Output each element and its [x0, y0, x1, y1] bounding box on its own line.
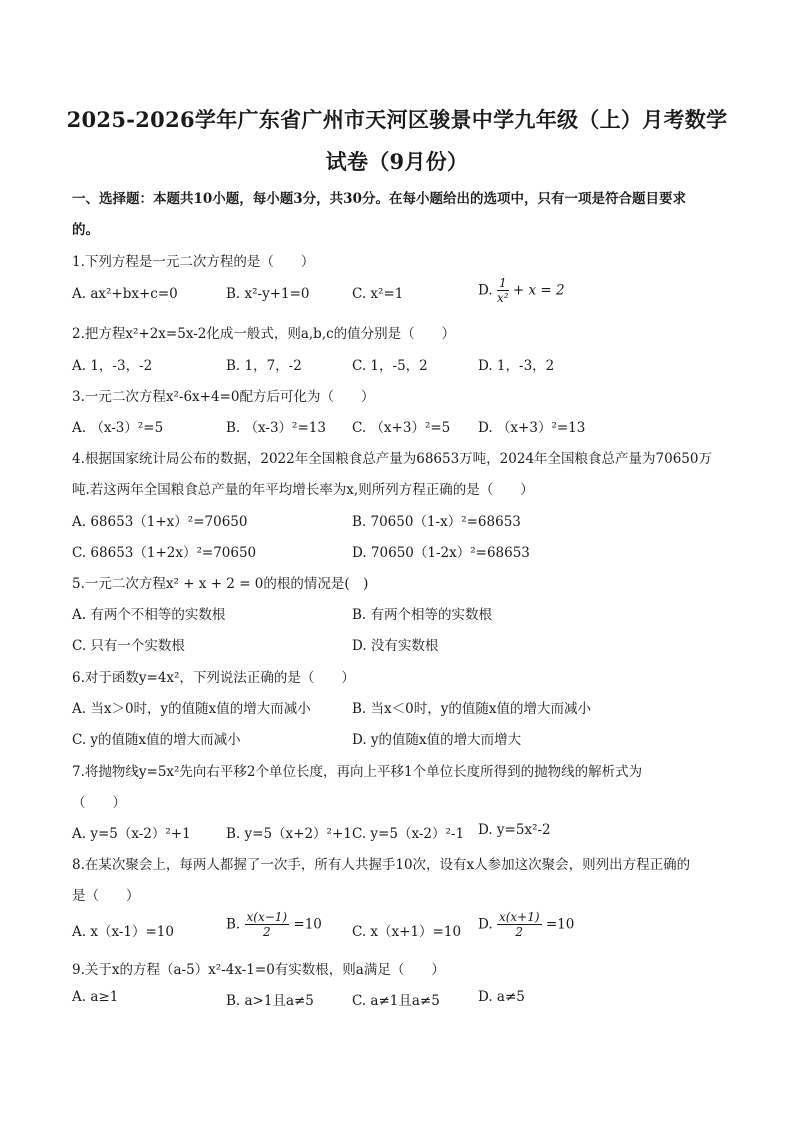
question-4-option-a: A. 68653（1+x）²=70650 — [72, 514, 248, 530]
question-8-option-c: C. x（x+1）=10 — [352, 924, 462, 940]
question-2-option-d: D. 1，-3，2 — [478, 358, 555, 374]
question-7-stem-line1: 7.将抛物线y=5x²先向右平移2个单位长度，再向上平移1个单位长度所得到的抛物线的解析式为 — [72, 764, 643, 780]
question-9-option-d: D. a≠5 — [478, 989, 525, 1005]
question-5-option-d: D. 没有实数根 — [352, 638, 439, 654]
question-5-option-a: A. 有两个不相等的实数根 — [72, 607, 226, 623]
question-8-option-d: D. $\frac{x(x+1)}{2}$ =10 — [478, 910, 575, 939]
question-5-stem: 5.一元二次方程x² + x + 2 = 0的根的情况是( ) — [72, 576, 369, 592]
question-3-stem: 3.一元二次方程x²-6x+4=0配方后可化为（ ） — [72, 389, 375, 405]
question-1-option-d: D. $\frac{1}{\text{x²}}$ + x = 2 — [478, 276, 565, 305]
question-9-option-b: B. a>1且a≠5 — [226, 993, 314, 1009]
question-8-option-b-fraction: $\frac{x(x-1)}{2}$ — [246, 910, 288, 939]
question-7-option-b: B. y=5（x+2）²+1 — [226, 826, 352, 842]
question-3-option-b: B. （x-3）²=13 — [226, 420, 326, 436]
question-3-option-c: C. （x+3）²=5 — [352, 420, 451, 436]
question-2-option-b: B. 1，7，-2 — [226, 358, 302, 374]
question-8-option-d-fraction: $\frac{x(x+1)}{2}$ — [498, 910, 540, 939]
question-9-stem: 9.关于x的方程（a-5）x²-4x-1=0有实数根，则a满足（ ） — [72, 962, 445, 978]
question-7-option-c: C. y=5（x-2）²-1 — [352, 826, 465, 842]
question-4-stem-line2: 吨.若这两年全国粮食总产量的年平均增长率为x,则所列方程正确的是（ ） — [72, 482, 534, 498]
question-1-option-a: A. ax²+bx+c=0 — [72, 286, 178, 302]
question-7-stem-line2: （ ） — [72, 795, 126, 811]
question-7-option-d: D. y=5x²-2 — [478, 822, 551, 838]
question-1-option-c: C. x²=1 — [352, 286, 404, 302]
question-1-option-b: B. x²-y+1=0 — [226, 286, 310, 302]
question-1-option-d-fraction: $\frac{1}{\text{x²}}$ — [496, 276, 509, 305]
question-6-stem: 6.对于函数y=4x²，下列说法正确的是（ ） — [72, 670, 355, 686]
question-2-option-c: C. 1，-5，2 — [352, 358, 428, 374]
question-9-option-a: A. a≥1 — [72, 989, 119, 1005]
question-4-option-d: D. 70650（1-2x）²=68653 — [352, 545, 530, 561]
question-4-option-b: B. 70650（1-x）²=68653 — [352, 514, 521, 530]
exam-title-line1: 2025-2026学年广东省广州市天河区骏景中学九年级（上）月考数学 — [66, 107, 728, 132]
exam-title-line2: 试卷（9月份） — [325, 149, 469, 174]
question-8-option-b: B. $\frac{x(x-1)}{2}$ =10 — [226, 910, 322, 939]
question-7-option-a: A. y=5（x-2）²+1 — [72, 826, 191, 842]
section-instructions-line1: 一、选择题：本题共10小题，每小题3分，共30分。在每小题给出的选项中，只有一项是符合题目要求 — [72, 191, 686, 207]
question-2-option-a: A. 1，-3，-2 — [72, 358, 153, 374]
question-3-option-d: D. （x+3）²=13 — [478, 420, 586, 436]
question-4-stem-line1: 4.根据国家统计局公布的数据，2022年全国粮食总产量为68653万吨，2024年全国粮食总产量为70650万 — [72, 451, 712, 467]
question-9-option-c: C. a≠1且a≠5 — [352, 993, 440, 1009]
question-5-option-b: B. 有两个相等的实数根 — [352, 607, 493, 623]
question-5-option-c: C. 只有一个实数根 — [72, 638, 185, 654]
question-3-option-a: A. （x-3）²=5 — [72, 420, 164, 436]
question-2-stem: 2.把方程x²+2x=5x-2化成一般式，则a,b,c的值分别是（ ） — [72, 326, 456, 342]
question-8-stem-line2: 是（ ） — [72, 888, 140, 904]
question-8-option-a: A. x（x-1）=10 — [72, 924, 174, 940]
question-6-option-c: C. y的值随x值的增大而减小 — [72, 732, 241, 748]
question-6-option-a: A. 当x＞0时，y的值随x值的增大而减小 — [72, 701, 311, 717]
question-1-stem: 1.下列方程是一元二次方程的是（ ） — [72, 254, 315, 270]
question-6-option-b: B. 当x＜0时，y的值随x值的增大而减小 — [352, 701, 591, 717]
question-6-option-d: D. y的值随x值的增大而增大 — [352, 732, 522, 748]
question-4-option-c: C. 68653（1+2x）²=70650 — [72, 545, 257, 561]
section-instructions-line2: 的。 — [72, 222, 99, 238]
question-8-stem-line1: 8.在某次聚会上，每两人都握了一次手，所有人共握手10次，设有x人参加这次聚会，则列出方程正确的 — [72, 857, 691, 873]
